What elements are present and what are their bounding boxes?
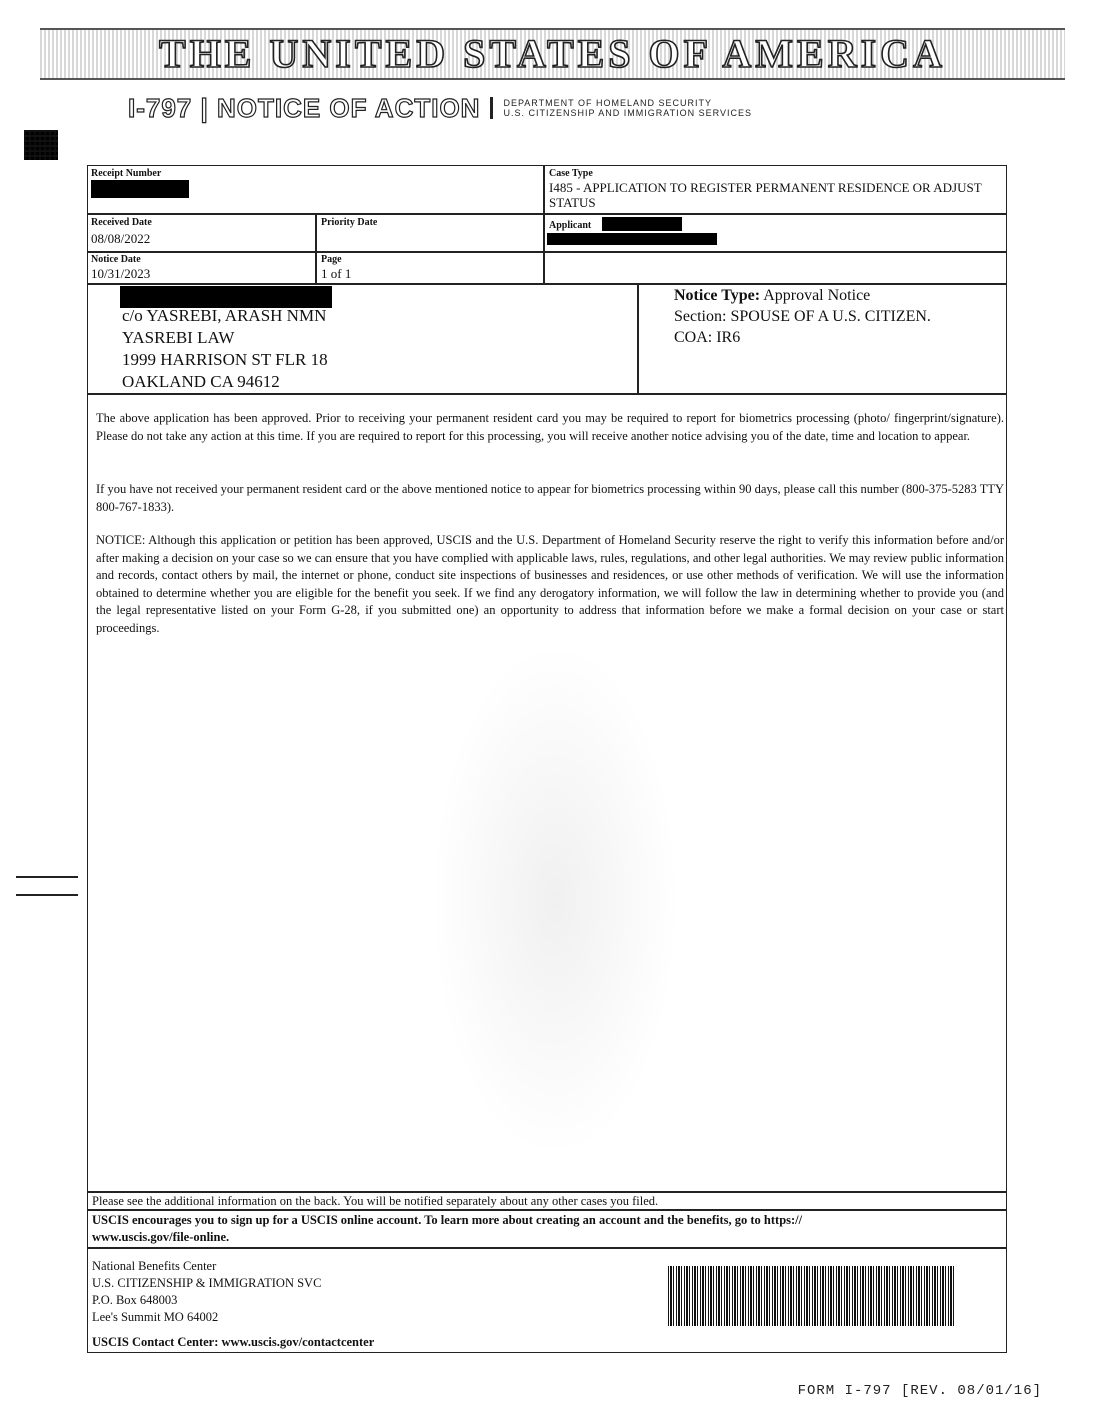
service-center-line-4: Lee's Summit MO 64002 — [92, 1310, 219, 1324]
service-center-line-2: U.S. CITIZENSHIP & IMMIGRATION SVC — [92, 1276, 322, 1290]
online-account-line-1: USCIS encourages you to sign up for a USCIS online account. To learn more about creating an account and the benefits, go to https:// — [92, 1213, 803, 1227]
case-type-value: I485 - APPLICATION TO REGISTER PERMANENT RESIDENCE OR ADJUST STATUS — [549, 180, 982, 210]
notice-date-label: Notice Date — [91, 254, 141, 265]
notice-type-line — [674, 285, 870, 306]
notice-date-value: 10/31/2023 — [91, 266, 151, 281]
department-block — [503, 98, 752, 118]
priority-date-label: Priority Date — [321, 217, 378, 228]
notice-date-box — [87, 251, 317, 285]
page-label: Page — [321, 254, 342, 265]
department-line-2: U.S. CITIZENSHIP AND IMMIGRATION SERVICES — [503, 108, 752, 118]
notice-type-value: Approval Notice — [763, 287, 871, 304]
received-date-label: Received Date — [91, 217, 152, 228]
case-type-box — [543, 165, 1007, 215]
receipt-number-label: Receipt Number — [91, 168, 162, 179]
form-title: I-797 | NOTICE OF ACTION — [128, 92, 481, 123]
online-account-line-2: www.uscis.gov/file-online. — [92, 1230, 230, 1244]
notice-coa: COA: IR6 — [674, 329, 741, 346]
notice-type-box — [637, 283, 1007, 395]
page-value: 1 of 1 — [321, 266, 352, 281]
banner-title: THE UNITED STATES OF AMERICA — [159, 31, 946, 76]
datamatrix-code-icon — [24, 130, 58, 160]
barcode-icon — [668, 1266, 956, 1326]
address-line-1: c/o YASREBI, ARASH NMN — [122, 306, 327, 325]
service-center-line-3: P.O. Box 648003 — [92, 1293, 178, 1307]
redaction — [547, 233, 717, 245]
address-line-3: 1999 HARRISON ST FLR 18 — [122, 350, 328, 369]
title-separator — [490, 97, 493, 119]
redaction — [602, 217, 682, 231]
body-paragraph-2: If you have not received your permanent resident card or the above mentioned notice to appear for biometrics processing within 90 days, please call this number (800-375-5283 TTY 800-767-1833). — [96, 482, 1004, 514]
notice-type-label: Notice Type: — [674, 287, 761, 304]
additional-info-box — [87, 1191, 1007, 1211]
form-header — [128, 92, 752, 124]
department-line-1: DEPARTMENT OF HOMELAND SECURITY — [503, 98, 712, 108]
margin-mark — [16, 894, 78, 896]
redaction — [91, 180, 189, 198]
body-paragraph-1: The above application has been approved. Prior to receiving your permanent resident card you may be required to report for biometrics processing (photo/ fingerprint/signature). Please do not take any action at this time. If you are required to report for this processing, you will receive another notice advising you of the date, time and location to appear. — [96, 411, 1004, 443]
service-center-name: National Benefits Center — [92, 1259, 217, 1273]
banner — [40, 28, 1065, 80]
additional-info-text: Please see the additional information on the back. You will be notified separately about any other cases you filed. — [92, 1194, 659, 1208]
applicant-label: Applicant — [549, 220, 592, 231]
received-date-value: 08/08/2022 — [91, 231, 151, 246]
margin-mark — [16, 876, 78, 878]
watermark-figure — [430, 640, 680, 1160]
address-box — [87, 283, 639, 395]
priority-date-box — [315, 213, 545, 253]
contact-center: USCIS Contact Center: www.uscis.gov/contactcenter — [92, 1335, 375, 1349]
case-type-label: Case Type — [549, 168, 593, 179]
address-line-2: YASREBI LAW — [122, 328, 235, 347]
receipt-number-box — [87, 165, 545, 215]
empty-box — [543, 251, 1007, 285]
notice-section: Section: SPOUSE OF A U.S. CITIZEN. — [674, 308, 931, 325]
body-paragraph-3: NOTICE: Although this application or petition has been approved, USCIS and the U.S. Department of Homeland Security reserve the right to verify this information before and/or after making a decision on your case so we can ensure that you have complied with applicable laws, rules, regulations, and other legal authorities. We may review public information and records, contact others by mail, the internet or phone, conduct site inspections of businesses and residences, or use other methods of verification. We will use the information obtained to determine whether you are eligible for the benefit you seek. If we find any derogatory information, we will follow the law in determining whether to provide you (and the legal representative listed on your Form G-28, if you submitted one) an opportunity to address that information before we make a formal decision on your case or start proceedings. — [96, 533, 1004, 635]
address-line-4: OAKLAND CA 94612 — [122, 372, 280, 391]
page-box — [315, 251, 545, 285]
applicant-box — [543, 213, 1007, 253]
online-account-box — [87, 1209, 1007, 1249]
received-date-box — [87, 213, 317, 253]
form-number: FORM I-797 [REV. 08/01/16] — [797, 1383, 1042, 1399]
